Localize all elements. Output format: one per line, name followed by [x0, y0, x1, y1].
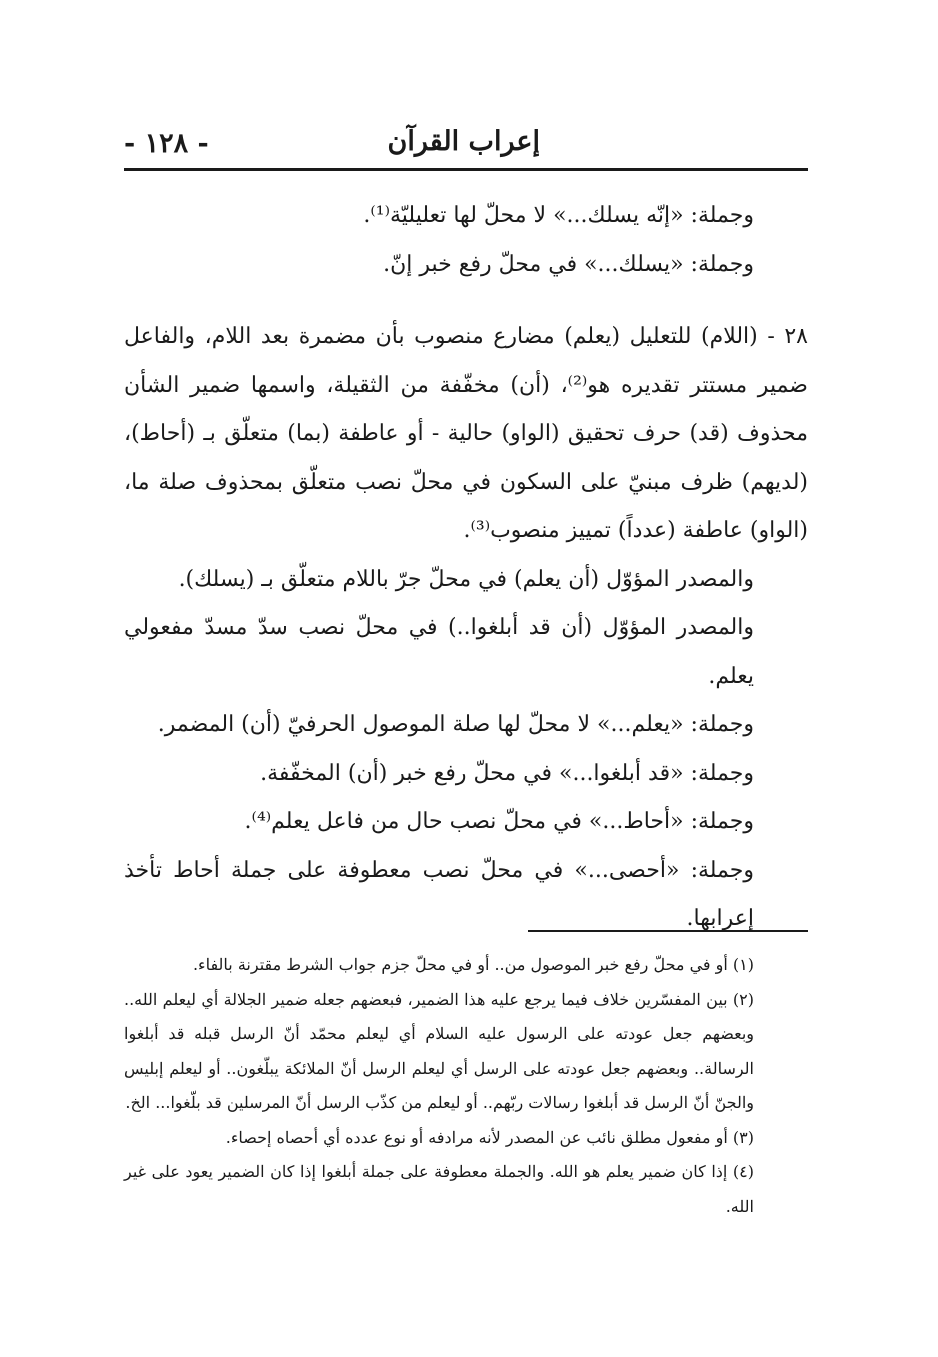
page-header [124, 124, 808, 172]
text-line: والمصدر المؤوّل (أن قد أبلغوا..) في محلّ نصب سدّ مسدّ مفعولي يعلم. [124, 615, 754, 689]
paragraph-spacer [124, 289, 808, 313]
footnote-4: (٤) إذا كان ضمير يعلم هو الله. والجملة معطوفة على جملة أبلغوا إذا كان الضمير يعود على غير الله. [124, 1162, 754, 1216]
text-line: وجملة: «إنّه يسلك...» لا محلّ لها تعليليّة⁽¹⁾. [363, 203, 754, 228]
text-line: والمصدر المؤوّل (أن يعلم) في محلّ جرّ باللام متعلّق بـ (يسلك). [178, 566, 754, 592]
footnote-2: (٢) بين المفسّرين خلاف فيما يرجع عليه هذا الضمير، فبعضهم جعله ضمير الجلالة أي ليعلم الله.. وبعضهم جعل عودته على الرسول عليه السلام أي ليعلم محمّد أنّ الرسل قبله قد أبلغوا الرسالة.. وبعضهم جعل عودته على الرسل أي ليعلم الرسل أنّ الملائكة يبلّغون.. أو ليعلم إبليس والجنّ أنّ الرسل قد أبلغوا رسالات ربّهم.. أو ليعلم من كذّب الرسل أنّ المرسلين قد بلّغوا... الخ. [124, 989, 755, 1112]
footnote-rule [528, 930, 808, 932]
header-rule [124, 168, 808, 171]
book-title: إعراب القرآن [387, 126, 540, 157]
text-line: وجملة: «يعلم...» لا محلّ لها صلة الموصول الحرفيّ (أن) المضمر. [157, 712, 754, 737]
text-line: وجملة: «أحصى...» في محلّ نصب معطوفة على جملة أحاط تأخذ إعرابها. [124, 857, 754, 931]
main-text [124, 192, 808, 944]
text-line: وجملة: «يسلك...» في محلّ رفع خبر إنّ. [383, 251, 754, 277]
footnotes [124, 948, 808, 1224]
text-line: وجملة: «قد أبلغوا...» في محلّ رفع خبر (أن) المخفّفة. [260, 760, 754, 786]
page-number: - ١٢٨ - [124, 128, 209, 159]
verse-28-paragraph: ٢٨ - (اللام) للتعليل (يعلم) مضارع منصوب بأن مضمرة بعد اللام، والفاعل ضمير مستتر تقديره هو⁽²⁾، (أن) مخفّفة من الثقيلة، واسمها ضمير الشأن محذوف (قد) حرف تحقيق (الواو) حالية - أو عاطفة (بما) متعلّق بـ (أحاط)، (لديهم) ظرف مبنيّ على السكون في محلّ نصب متعلّق بمحذوف صلة ما، (الواو) عاطفة (عدداً) تمييز منصوب⁽³⁾. [124, 324, 809, 543]
text-line: وجملة: «أحاط...» في محلّ نصب حال من فاعل يعلم⁽⁴⁾. [244, 809, 754, 834]
footnote-3: (٣) أو مفعول مطلق نائب عن المصدر لأنه مرادفه أو نوع عدده أي أحصاه إحصاء. [225, 1127, 754, 1147]
footnote-1: (١) أو في محلّ رفع خبر الموصول من.. أو في محلّ جزم جواب الشرط مقترنة بالفاء. [192, 955, 754, 974]
